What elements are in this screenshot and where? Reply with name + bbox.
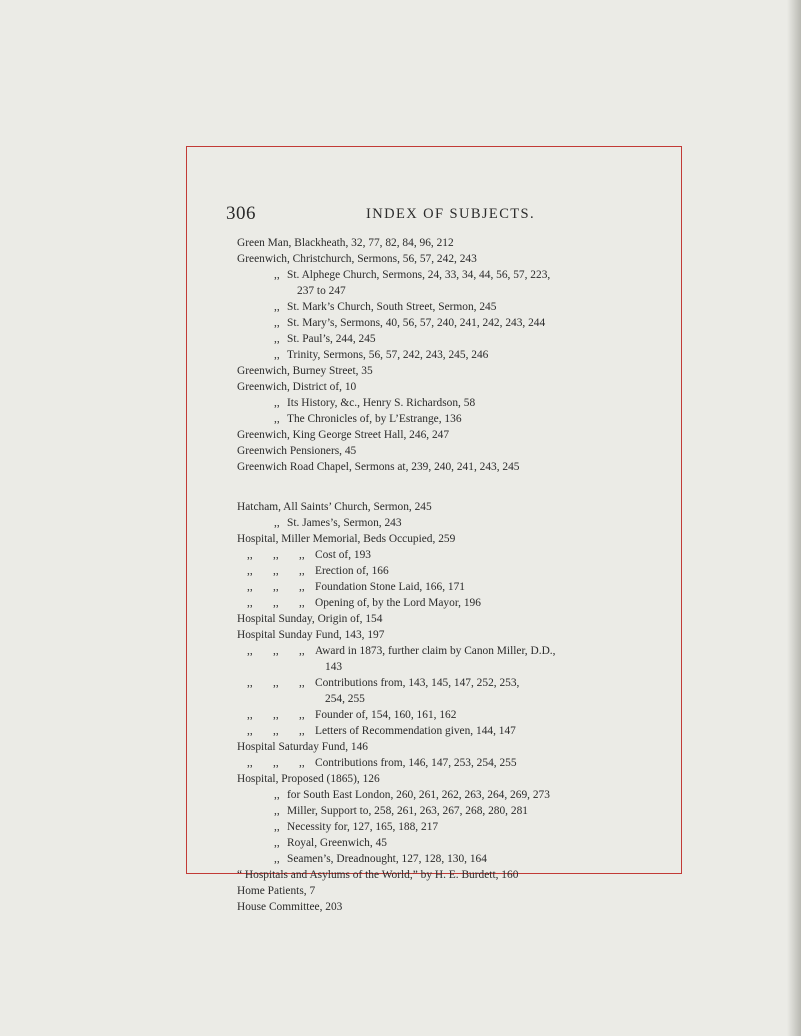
ditto-mark: ,, (273, 757, 279, 769)
ditto-marks (237, 595, 315, 611)
subject-index (237, 235, 677, 915)
index-subentry (237, 707, 677, 723)
entry-text: Erection of, 166 (315, 565, 389, 577)
entry-text: Greenwich, King George Street Hall, 246, 247 (237, 429, 450, 441)
index-entry (237, 899, 677, 915)
ditto-mark: ,, (274, 805, 280, 817)
index-group-h (237, 499, 677, 915)
entry-text: St. Mary’s, Sermons, 40, 56, 57, 240, 241, 242, 243, 244 (287, 317, 546, 329)
index-entry (237, 427, 677, 443)
index-entry (237, 443, 677, 459)
index-subentry (237, 755, 677, 771)
entry-text: St. Alphege Church, Sermons, 24, 33, 34, 44, 56, 57, 223, (287, 269, 551, 281)
ditto-mark: ,, (299, 645, 305, 657)
index-subentry (237, 835, 677, 851)
ditto-mark: ,, (274, 301, 280, 313)
index-subentry (237, 395, 677, 411)
ditto-mark: ,, (274, 821, 280, 833)
entry-text: Contributions from, 143, 145, 147, 252, 253, (315, 677, 520, 689)
ditto-marks (237, 331, 315, 347)
ditto-mark: ,, (273, 677, 279, 689)
entry-text: Seamen’s, Dreadnought, 127, 128, 130, 164 (287, 853, 487, 865)
ditto-mark: ,, (299, 709, 305, 721)
ditto-mark: ,, (274, 397, 280, 409)
ditto-mark: ,, (299, 549, 305, 561)
ditto-marks (237, 755, 315, 771)
ditto-marks (237, 299, 315, 315)
ditto-marks (237, 835, 315, 851)
ditto-mark: ,, (274, 333, 280, 345)
entry-text: Its History, &c., Henry S. Richardson, 58 (287, 397, 476, 409)
ditto-marks (237, 819, 315, 835)
index-group-g (237, 235, 677, 475)
index-subentry (237, 787, 677, 803)
entry-text: St. Paul’s, 244, 245 (287, 333, 376, 345)
index-entry (237, 867, 677, 883)
entry-text: St. Mark’s Church, South Street, Sermon, 245 (287, 301, 497, 313)
ditto-mark: ,, (299, 597, 305, 609)
entry-text: Hospital Sunday Fund, 143, 197 (237, 629, 385, 641)
entry-text: Letters of Recommendation given, 144, 147 (315, 725, 516, 737)
ditto-mark: ,, (247, 549, 253, 561)
entry-text: Hospital, Miller Memorial, Beds Occupied, 259 (237, 533, 456, 545)
ditto-mark: ,, (247, 565, 253, 577)
ditto-mark: ,, (299, 581, 305, 593)
ditto-marks (237, 411, 315, 427)
entry-text: Opening of, by the Lord Mayor, 196 (315, 597, 481, 609)
ditto-mark: ,, (274, 269, 280, 281)
ditto-marks (237, 547, 315, 563)
ditto-mark: ,, (299, 565, 305, 577)
index-subentry (237, 563, 677, 579)
page-edge-shadow (787, 0, 801, 1036)
entry-text: for South East London, 260, 261, 262, 263, 264, 269, 273 (287, 789, 550, 801)
ditto-mark: ,, (247, 725, 253, 737)
ditto-mark: ,, (299, 757, 305, 769)
entry-text: Greenwich Pensioners, 45 (237, 445, 357, 457)
ditto-marks (237, 395, 315, 411)
entry-text: Trinity, Sermons, 56, 57, 242, 243, 245, 246 (287, 349, 489, 361)
running-title: INDEX OF SUBJECTS. (366, 206, 536, 222)
index-subentry (237, 347, 677, 363)
ditto-mark: ,, (247, 645, 253, 657)
entry-continuation: 143 (325, 661, 343, 673)
ditto-mark: ,, (274, 317, 280, 329)
ditto-mark: ,, (299, 677, 305, 689)
ditto-mark: ,, (247, 757, 253, 769)
index-entry (237, 611, 677, 627)
index-subentry (237, 515, 677, 531)
ditto-mark: ,, (273, 725, 279, 737)
ditto-mark: ,, (274, 853, 280, 865)
entry-text: “ Hospitals and Asylums of the World,” by H. E. Burdett, 160 (237, 869, 519, 881)
index-entry (237, 883, 677, 899)
ditto-mark: ,, (273, 597, 279, 609)
ditto-marks (237, 803, 315, 819)
ditto-marks (237, 707, 315, 723)
index-entry (237, 251, 677, 267)
ditto-mark: ,, (274, 349, 280, 361)
ditto-marks (237, 267, 315, 283)
entry-text: Contributions from, 146, 147, 253, 254, 255 (315, 757, 517, 769)
index-subentry (237, 315, 677, 331)
ditto-mark: ,, (274, 789, 280, 801)
ditto-mark: ,, (299, 725, 305, 737)
index-subentry (237, 411, 677, 427)
ditto-mark: ,, (273, 565, 279, 577)
ditto-mark: ,, (273, 549, 279, 561)
entry-continuation: 237 to 247 (297, 285, 346, 297)
entry-text: Hospital Sunday, Origin of, 154 (237, 613, 383, 625)
ditto-marks (237, 643, 315, 659)
index-entry (237, 627, 677, 643)
index-entry (237, 771, 677, 787)
entry-text: House Committee, 203 (237, 901, 343, 913)
ditto-marks (237, 851, 315, 867)
ditto-mark: ,, (274, 413, 280, 425)
entry-text: Greenwich, Christchurch, Sermons, 56, 57, 242, 243 (237, 253, 477, 265)
index-entry (237, 459, 677, 475)
index-entry (237, 363, 677, 379)
ditto-mark: ,, (247, 709, 253, 721)
index-subentry (237, 267, 677, 299)
index-entry (237, 235, 677, 251)
ditto-marks (237, 579, 315, 595)
entry-text: Award in 1873, further claim by Canon Miller, D.D., (315, 645, 556, 657)
index-subentry (237, 595, 677, 611)
ditto-mark: ,, (274, 517, 280, 529)
index-subentry (237, 803, 677, 819)
entry-text: Home Patients, 7 (237, 885, 316, 897)
entry-text: The Chronicles of, by L’Estrange, 136 (287, 413, 462, 425)
index-subentry (237, 851, 677, 867)
index-subentry (237, 643, 677, 675)
entry-text: Greenwich, District of, 10 (237, 381, 357, 393)
ditto-mark: ,, (247, 597, 253, 609)
entry-text: Green Man, Blackheath, 32, 77, 82, 84, 96, 212 (237, 237, 454, 249)
ditto-mark: ,, (273, 645, 279, 657)
entry-text: Hatcham, All Saints’ Church, Sermon, 245 (237, 501, 432, 513)
entry-text: Royal, Greenwich, 45 (287, 837, 387, 849)
page-number: 306 (226, 203, 256, 224)
ditto-marks (237, 787, 315, 803)
entry-text: Founder of, 154, 160, 161, 162 (315, 709, 457, 721)
ditto-marks (237, 347, 315, 363)
entry-text: Foundation Stone Laid, 166, 171 (315, 581, 465, 593)
ditto-mark: ,, (273, 709, 279, 721)
index-entry (237, 739, 677, 755)
index-entry (237, 499, 677, 515)
entry-text: St. James’s, Sermon, 243 (287, 517, 402, 529)
ditto-mark: ,, (247, 581, 253, 593)
ditto-mark: ,, (273, 581, 279, 593)
ditto-marks (237, 315, 315, 331)
entry-text: Greenwich Road Chapel, Sermons at, 239, 240, 241, 243, 245 (237, 461, 520, 473)
index-subentry (237, 819, 677, 835)
ditto-marks (237, 563, 315, 579)
entry-text: Miller, Support to, 258, 261, 263, 267, 268, 280, 281 (287, 805, 528, 817)
index-entry (237, 531, 677, 547)
index-subentry (237, 547, 677, 563)
ditto-mark: ,, (247, 677, 253, 689)
entry-text: Hospital, Proposed (1865), 126 (237, 773, 380, 785)
index-subentry (237, 299, 677, 315)
group-separator (237, 475, 677, 499)
index-subentry (237, 331, 677, 347)
entry-text: Hospital Saturday Fund, 146 (237, 741, 368, 753)
ditto-mark: ,, (274, 837, 280, 849)
ditto-marks (237, 723, 315, 739)
ditto-marks (237, 515, 315, 531)
entry-text: Necessity for, 127, 165, 188, 217 (287, 821, 439, 833)
entry-text: Greenwich, Burney Street, 35 (237, 365, 373, 377)
entry-text: Cost of, 193 (315, 549, 372, 561)
ditto-marks (237, 675, 315, 691)
page-header (226, 203, 646, 227)
index-subentry (237, 579, 677, 595)
index-subentry (237, 675, 677, 707)
index-entry (237, 379, 677, 395)
index-subentry (237, 723, 677, 739)
entry-continuation: 254, 255 (325, 693, 365, 705)
